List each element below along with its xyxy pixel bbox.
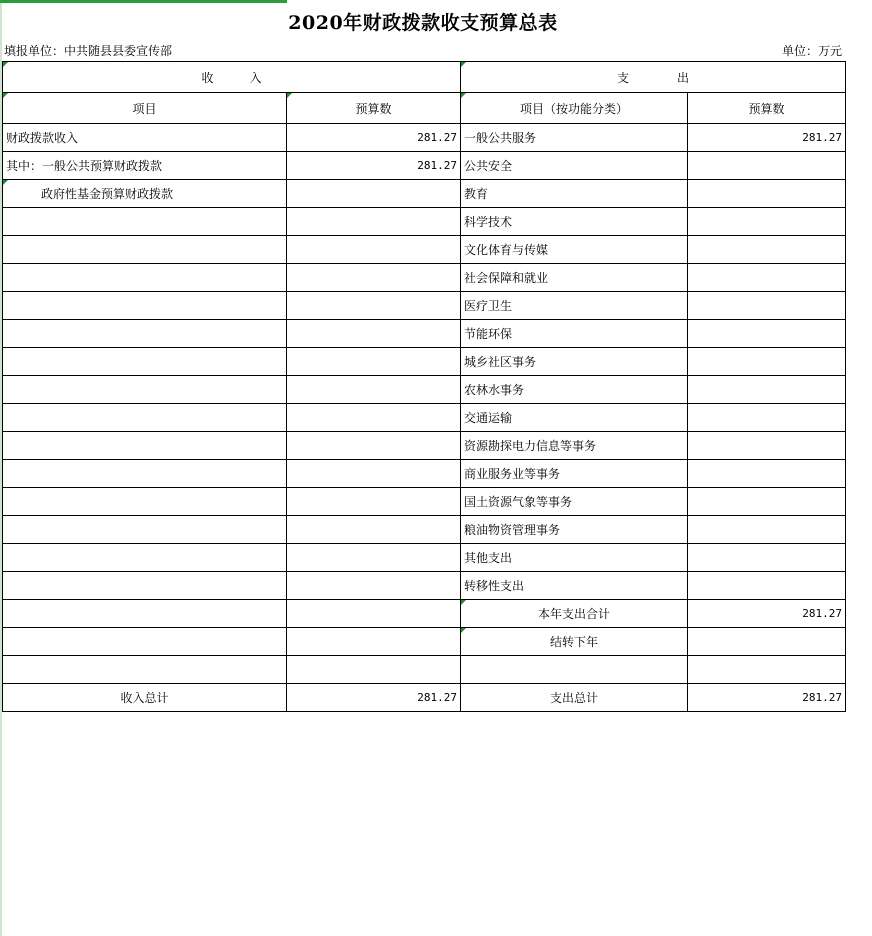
income-value-cell[interactable] bbox=[287, 292, 461, 320]
expense-header[interactable]: 支 出 bbox=[461, 62, 846, 93]
income-item-cell[interactable]: 政府性基金预算财政拨款 bbox=[3, 180, 287, 208]
header-row-section bbox=[3, 62, 846, 93]
cell-selection-highlight bbox=[0, 0, 287, 3]
income-item-cell[interactable] bbox=[3, 628, 287, 656]
income-value-cell[interactable] bbox=[287, 628, 461, 656]
expense-item-cell[interactable]: 商业服务业等事务 bbox=[461, 460, 688, 488]
income-item-cell[interactable] bbox=[3, 516, 287, 544]
expense-value-cell[interactable] bbox=[688, 432, 846, 460]
income-item-cell[interactable] bbox=[3, 404, 287, 432]
expense-item-cell[interactable]: 一般公共服务 bbox=[461, 124, 688, 152]
expense-item-cell[interactable]: 资源勘探电力信息等事务 bbox=[461, 432, 688, 460]
expense-value-cell[interactable] bbox=[688, 460, 846, 488]
total-row bbox=[3, 684, 846, 712]
expense-value-cell[interactable] bbox=[688, 516, 846, 544]
expense-value-cell[interactable] bbox=[688, 320, 846, 348]
expense-item-cell[interactable]: 其他支出 bbox=[461, 544, 688, 572]
income-value-cell[interactable] bbox=[287, 656, 461, 684]
expense-value-cell[interactable] bbox=[688, 180, 846, 208]
income-item-cell[interactable] bbox=[3, 236, 287, 264]
income-budget-header[interactable]: 预算数 bbox=[287, 93, 461, 124]
income-value-cell[interactable] bbox=[287, 432, 461, 460]
expense-value-cell[interactable] bbox=[688, 264, 846, 292]
income-value-cell[interactable] bbox=[287, 208, 461, 236]
income-value-cell[interactable] bbox=[287, 264, 461, 292]
income-item-cell[interactable] bbox=[3, 600, 287, 628]
page-title: 2020年财政拨款收支预算总表 bbox=[288, 12, 558, 34]
filler-unit: 填报单位：中共随县县委宣传部 bbox=[4, 44, 173, 58]
expense-subtotal-label[interactable]: 本年支出合计 bbox=[461, 600, 688, 628]
income-item-header[interactable]: 项目 bbox=[3, 93, 287, 124]
income-item-cell[interactable] bbox=[3, 544, 287, 572]
income-value-cell[interactable] bbox=[287, 320, 461, 348]
expense-item-cell[interactable]: 转移性支出 bbox=[461, 572, 688, 600]
income-value-cell[interactable] bbox=[287, 600, 461, 628]
table-row bbox=[3, 432, 846, 460]
expense-value-cell[interactable] bbox=[688, 152, 846, 180]
income-value-cell[interactable] bbox=[287, 236, 461, 264]
income-value-cell[interactable] bbox=[287, 460, 461, 488]
income-value-cell[interactable]: 281.27 bbox=[287, 124, 461, 152]
income-item-cell[interactable] bbox=[3, 348, 287, 376]
table-row bbox=[3, 152, 846, 180]
table-row bbox=[3, 460, 846, 488]
income-value-cell[interactable]: 281.27 bbox=[287, 152, 461, 180]
income-value-cell[interactable] bbox=[287, 572, 461, 600]
income-item-cell[interactable] bbox=[3, 208, 287, 236]
expense-value-cell[interactable] bbox=[688, 656, 846, 684]
table-row bbox=[3, 236, 846, 264]
income-item-cell[interactable] bbox=[3, 376, 287, 404]
income-item-cell[interactable] bbox=[3, 656, 287, 684]
expense-item-cell[interactable]: 科学技术 bbox=[461, 208, 688, 236]
expense-item-cell[interactable]: 公共安全 bbox=[461, 152, 688, 180]
income-item-cell[interactable] bbox=[3, 460, 287, 488]
expense-value-cell[interactable] bbox=[688, 404, 846, 432]
table-row bbox=[3, 320, 846, 348]
income-value-cell[interactable] bbox=[287, 348, 461, 376]
table-row bbox=[3, 544, 846, 572]
income-item-cell[interactable] bbox=[3, 432, 287, 460]
table-row bbox=[3, 628, 846, 656]
income-header[interactable]: 收 入 bbox=[3, 62, 461, 93]
expense-item-cell[interactable]: 社会保障和就业 bbox=[461, 264, 688, 292]
table-row bbox=[3, 600, 846, 628]
expense-item-cell[interactable]: 交通运输 bbox=[461, 404, 688, 432]
expense-item-cell[interactable]: 教育 bbox=[461, 180, 688, 208]
income-value-cell[interactable] bbox=[287, 376, 461, 404]
income-item-cell[interactable] bbox=[3, 264, 287, 292]
carry-forward-value[interactable] bbox=[688, 628, 846, 656]
expense-value-cell[interactable]: 281.27 bbox=[688, 124, 846, 152]
expense-item-cell[interactable]: 城乡社区事务 bbox=[461, 348, 688, 376]
expense-value-cell[interactable] bbox=[688, 348, 846, 376]
table-row bbox=[3, 348, 846, 376]
income-item-cell[interactable]: 财政拨款收入 bbox=[3, 124, 287, 152]
table-row bbox=[3, 292, 846, 320]
table-row bbox=[3, 180, 846, 208]
expense-value-cell[interactable] bbox=[688, 292, 846, 320]
expense-total-label[interactable]: 支出总计 bbox=[461, 684, 688, 712]
expense-budget-header[interactable]: 预算数 bbox=[688, 93, 846, 124]
income-item-cell[interactable] bbox=[3, 488, 287, 516]
table-row bbox=[3, 208, 846, 236]
income-value-cell[interactable] bbox=[287, 516, 461, 544]
expense-item-cell[interactable] bbox=[461, 656, 688, 684]
income-value-cell[interactable] bbox=[287, 488, 461, 516]
expense-item-cell[interactable]: 农林水事务 bbox=[461, 376, 688, 404]
expense-value-cell[interactable] bbox=[688, 488, 846, 516]
income-total-value[interactable]: 281.27 bbox=[287, 684, 461, 712]
header-row-columns bbox=[3, 93, 846, 124]
expense-value-cell[interactable] bbox=[688, 236, 846, 264]
expense-item-cell[interactable]: 国土资源气象等事务 bbox=[461, 488, 688, 516]
expense-item-cell[interactable]: 医疗卫生 bbox=[461, 292, 688, 320]
table-row bbox=[3, 516, 846, 544]
income-item-cell[interactable] bbox=[3, 292, 287, 320]
income-total-label[interactable]: 收入总计 bbox=[3, 684, 287, 712]
table-row bbox=[3, 656, 846, 684]
budget-table bbox=[2, 61, 846, 712]
expense-item-cell[interactable]: 粮油物资管理事务 bbox=[461, 516, 688, 544]
expense-value-cell[interactable] bbox=[688, 572, 846, 600]
income-value-cell[interactable] bbox=[287, 544, 461, 572]
income-item-cell[interactable] bbox=[3, 572, 287, 600]
table-row bbox=[3, 404, 846, 432]
table-row bbox=[3, 376, 846, 404]
expense-value-cell[interactable] bbox=[688, 376, 846, 404]
amount-unit: 单位：万元 bbox=[781, 44, 842, 58]
expense-item-cell[interactable]: 文化体育与传媒 bbox=[461, 236, 688, 264]
expense-item-cell[interactable]: 节能环保 bbox=[461, 320, 688, 348]
expense-total-value[interactable]: 281.27 bbox=[688, 684, 846, 712]
table-row bbox=[3, 264, 846, 292]
table-row bbox=[3, 572, 846, 600]
expense-item-header[interactable]: 项目（按功能分类） bbox=[461, 93, 688, 124]
carry-forward-label[interactable]: 结转下年 bbox=[461, 628, 688, 656]
income-item-cell[interactable] bbox=[3, 320, 287, 348]
table-row bbox=[3, 488, 846, 516]
income-value-cell[interactable] bbox=[287, 404, 461, 432]
income-item-cell[interactable]: 其中：一般公共预算财政拨款 bbox=[3, 152, 287, 180]
expense-value-cell[interactable] bbox=[688, 544, 846, 572]
expense-value-cell[interactable] bbox=[688, 208, 846, 236]
table-row bbox=[3, 124, 846, 152]
expense-subtotal-value[interactable]: 281.27 bbox=[688, 600, 846, 628]
income-value-cell[interactable] bbox=[287, 180, 461, 208]
